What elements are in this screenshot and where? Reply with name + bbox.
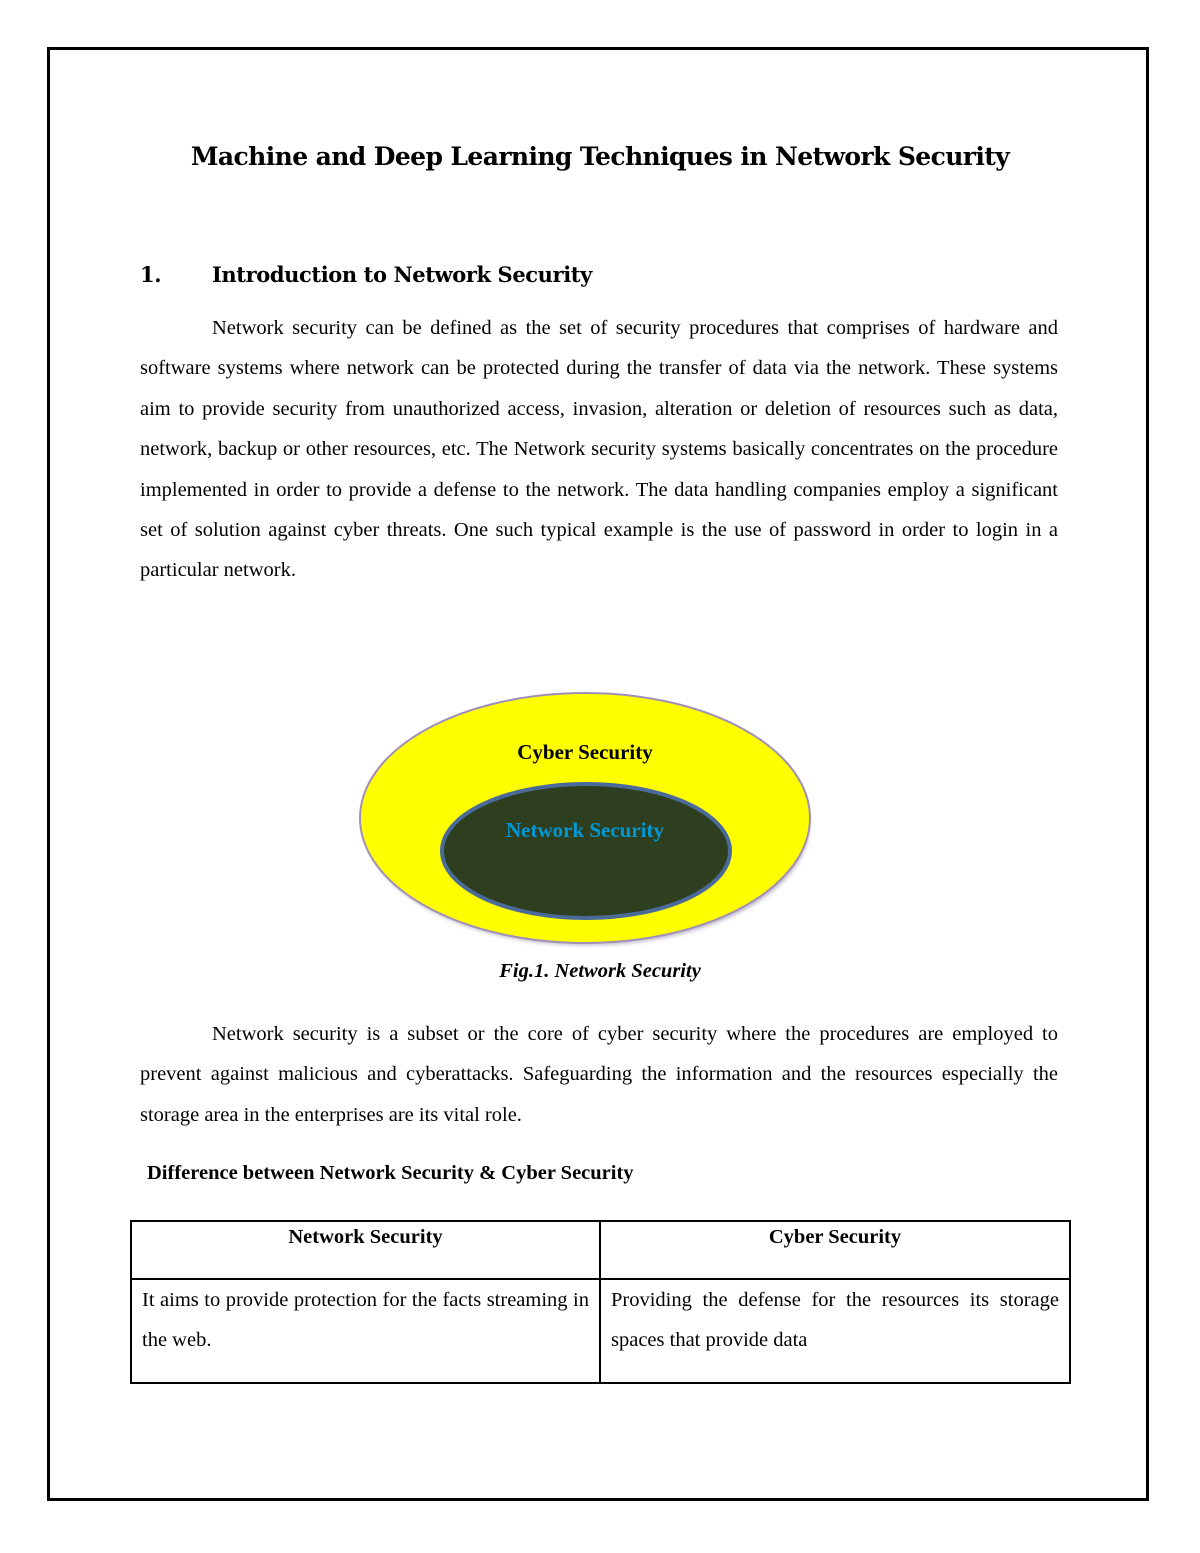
intro-paragraph: Network security can be defined as the set of security procedures that comprises of hardware and software systems where network can be protected during the transfer of data via the network. These systems aim to provide security from unauthorized access, invasion, alteration or deletion of resources such as data, network, backup or other resources, etc. The Network security systems basically concentrates on the procedure implemented in order to provide a defense to the network. The data handling companies employ a significant set of solution against cyber threats. One such typical example is the use of password in order to login in a particular network. bbox=[140, 317, 1058, 582]
document-title: Machine and Deep Learning Techniques in Network Security bbox=[190, 142, 1010, 171]
header-cyber-security: Cyber Security bbox=[600, 1221, 1070, 1279]
table-row bbox=[131, 1279, 1070, 1383]
cyber-security-label: Cyber Security bbox=[517, 740, 653, 764]
section-heading bbox=[140, 262, 592, 287]
header-network-security: Network Security bbox=[131, 1221, 600, 1279]
section-title: Introduction to Network Security bbox=[212, 262, 592, 287]
figure-caption: Fig.1. Network Security bbox=[499, 960, 701, 982]
table-heading: Difference between Network Security & Cyber Security bbox=[147, 1162, 634, 1184]
cell-cyber-security: Providing the defense for the resources its storage spaces that provide data bbox=[600, 1279, 1070, 1383]
subset-paragraph: Network security is a subset or the core of cyber security where the procedures are employed to prevent against malicious and cyberattacks. Safeguarding the information and the resources especially the storage area in the enterprises are its vital role. bbox=[140, 1023, 1058, 1126]
comparison-table bbox=[130, 1220, 1071, 1384]
network-security-ellipse bbox=[442, 784, 730, 918]
network-security-label: Network Security bbox=[505, 818, 665, 842]
network-security-diagram bbox=[355, 688, 815, 948]
cell-network-security: It aims to provide protection for the facts streaming in the web. bbox=[131, 1279, 600, 1383]
table-header-row bbox=[131, 1221, 1070, 1279]
section-number: 1. bbox=[140, 262, 162, 287]
